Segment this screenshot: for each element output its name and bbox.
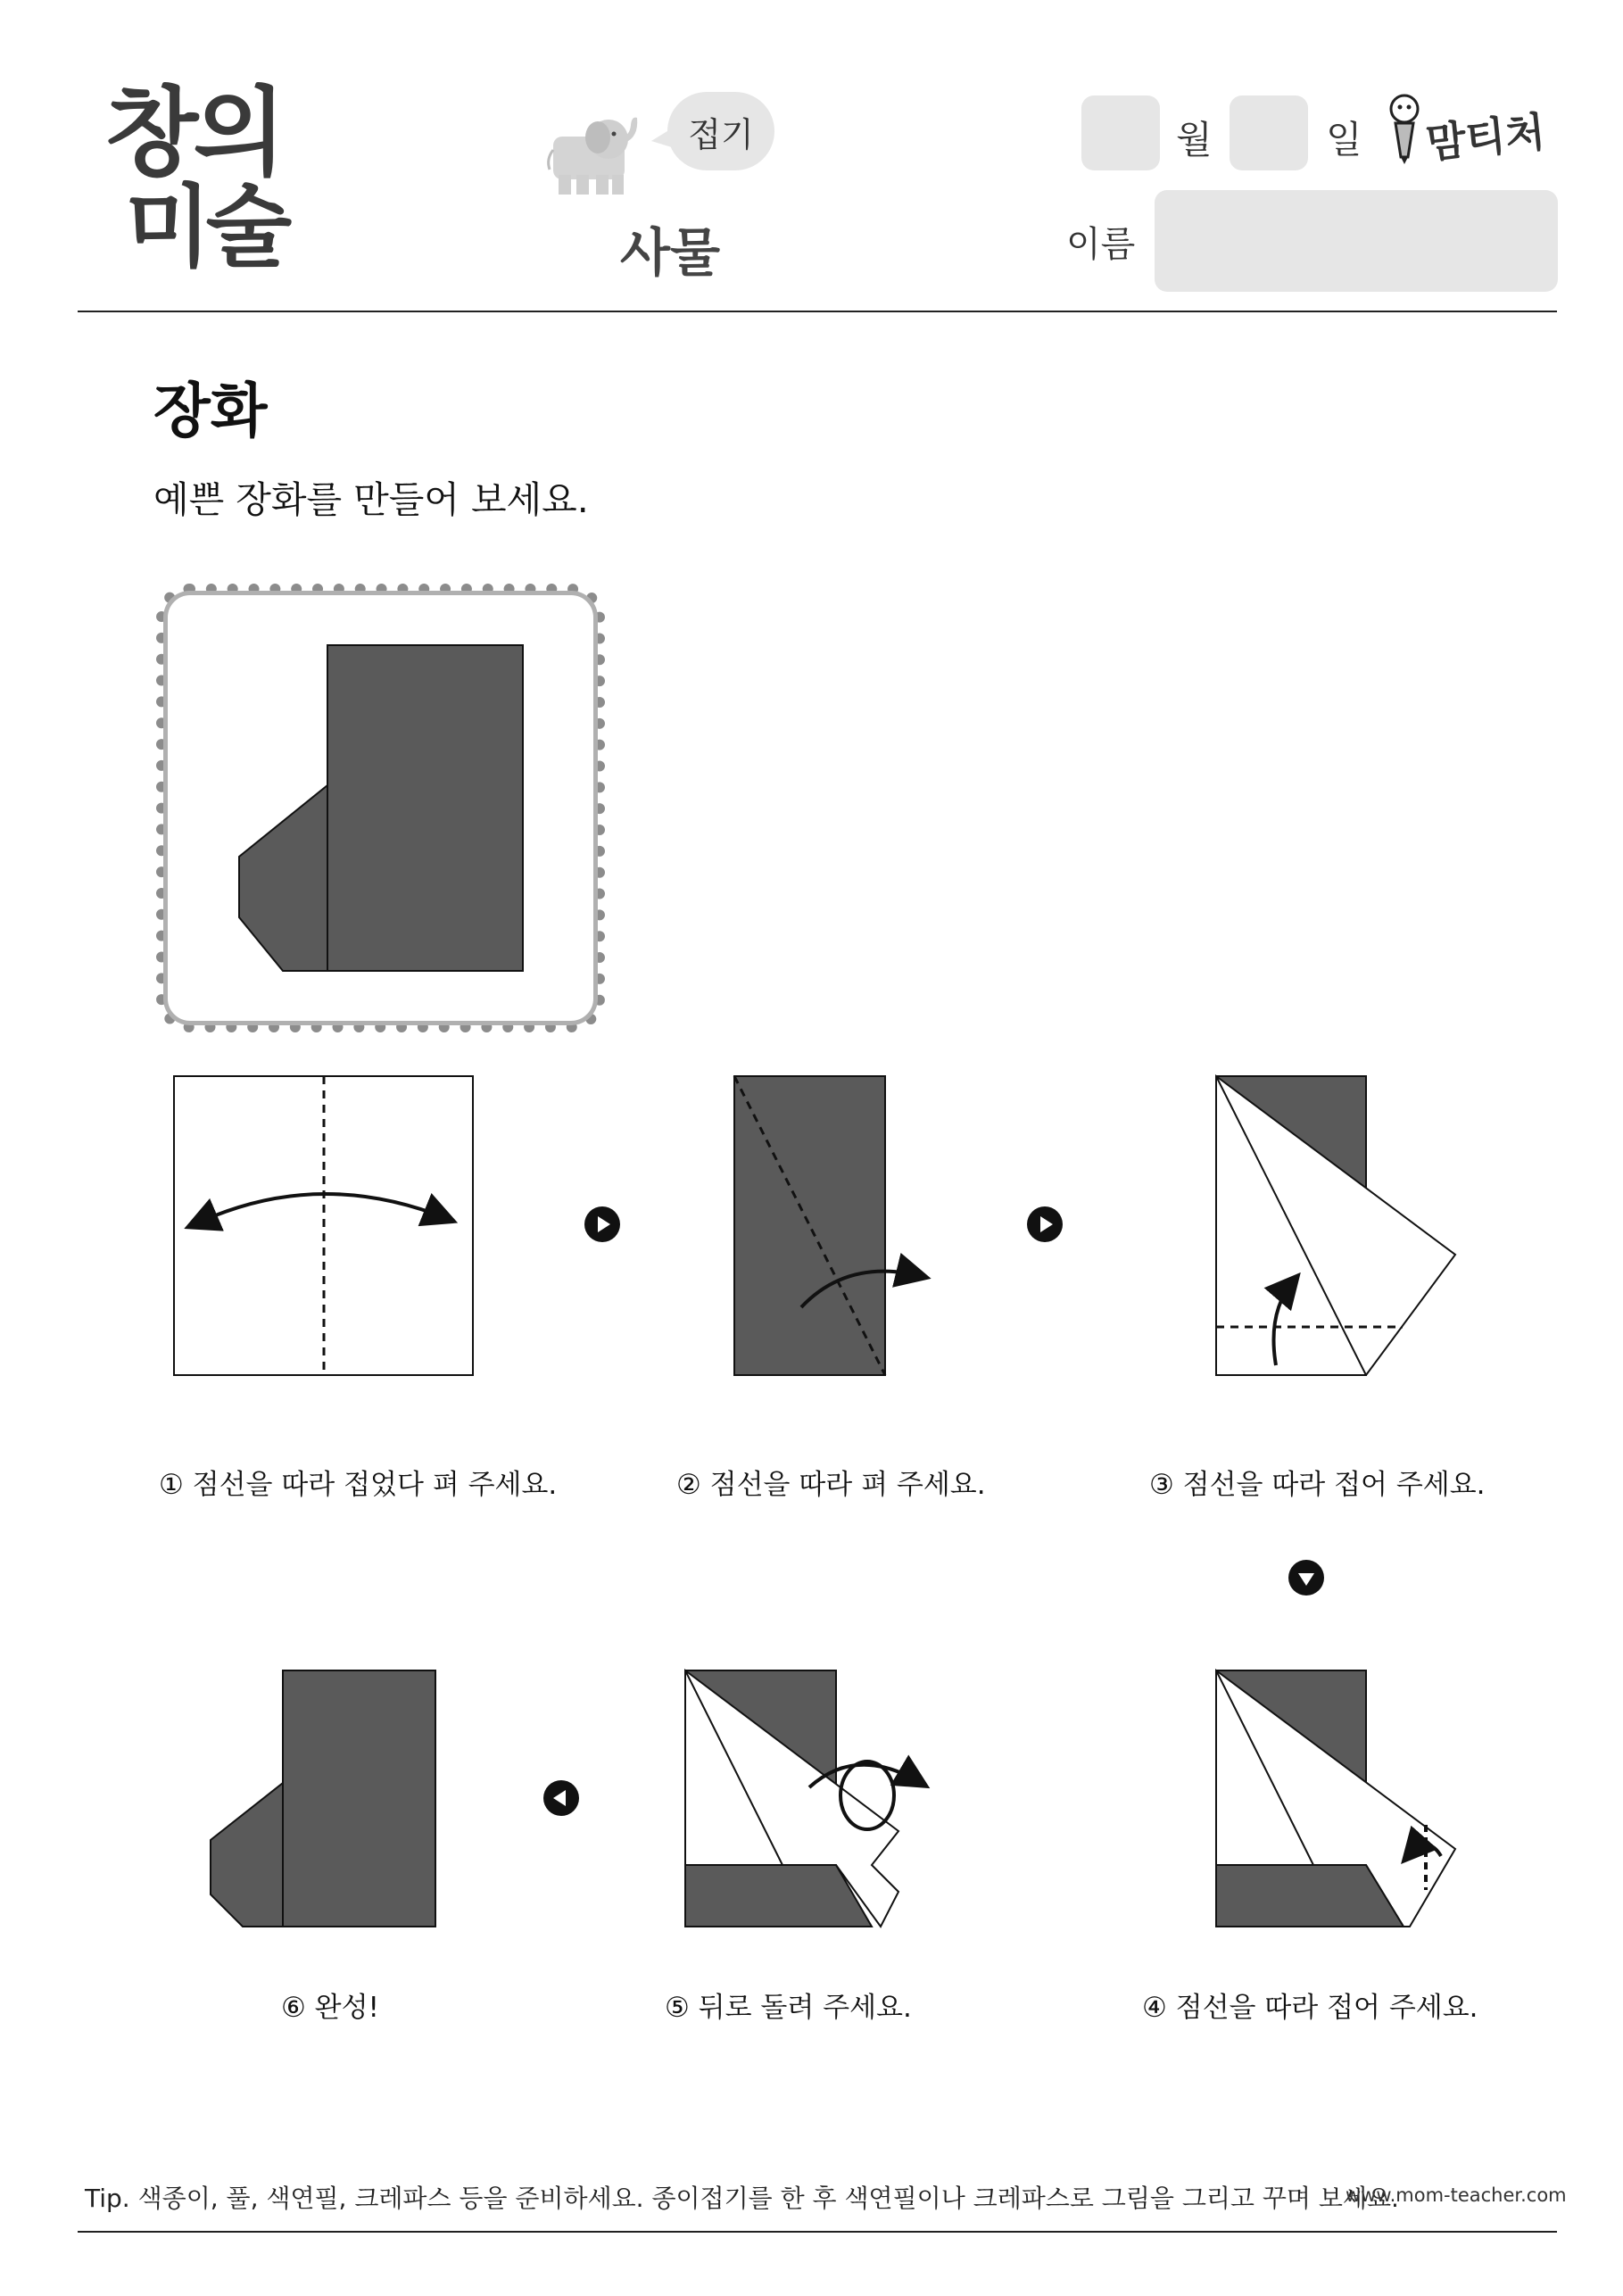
step1-caption: ① 점선을 따라 접었다 펴 주세요. (159, 1469, 558, 1501)
step5-diagram (685, 1670, 921, 1927)
logo-line1: 창의 (105, 78, 281, 189)
name-label: 이름 (1066, 224, 1136, 265)
step3-caption: ③ 점선을 따라 접어 주세요. (1149, 1469, 1486, 1501)
step1-diagram (174, 1076, 473, 1375)
category-title: 사물 (620, 222, 721, 283)
step4-diagram (1216, 1670, 1455, 1927)
step6-caption: ⑥ 완성! (281, 1992, 379, 2024)
day-label: 일 (1326, 118, 1362, 162)
footer-url[interactable]: www.mom-teacher.com (1346, 2184, 1567, 2206)
step3-diagram (1216, 1076, 1455, 1375)
month-label: 월 (1176, 118, 1213, 162)
step2-diagram (734, 1076, 921, 1375)
page-title: 장화 (153, 377, 268, 445)
step5-caption: ⑤ 뒤로 돌려 주세요. (665, 1992, 912, 2024)
step2-caption: ② 점선을 따라 펴 주세요. (676, 1469, 986, 1501)
footer-tip: Tip. 색종이, 풀, 색연필, 크레파스 등을 준비하세요. 종이접기를 한 후 색연필이나 크레파스로 그림을 그리고 꾸며 보세요. (85, 2184, 1399, 2213)
page-subtitle: 예쁜 장화를 만들어 보세요. (153, 478, 589, 521)
logo-line2: 미술 (125, 175, 287, 279)
step4-caption: ④ 점선을 따라 접어 주세요. (1142, 1992, 1478, 2024)
step6-diagram (211, 1670, 435, 1927)
brand-logo: 맘티처 (1423, 107, 1548, 168)
play-right-icon (1027, 1206, 1063, 1242)
play-left-icon (543, 1780, 579, 1816)
play-down-icon (1288, 1560, 1324, 1596)
play-right-icon (584, 1206, 620, 1242)
footer-divider (78, 2231, 1557, 2233)
category-badge-text: 접기 (688, 115, 754, 154)
